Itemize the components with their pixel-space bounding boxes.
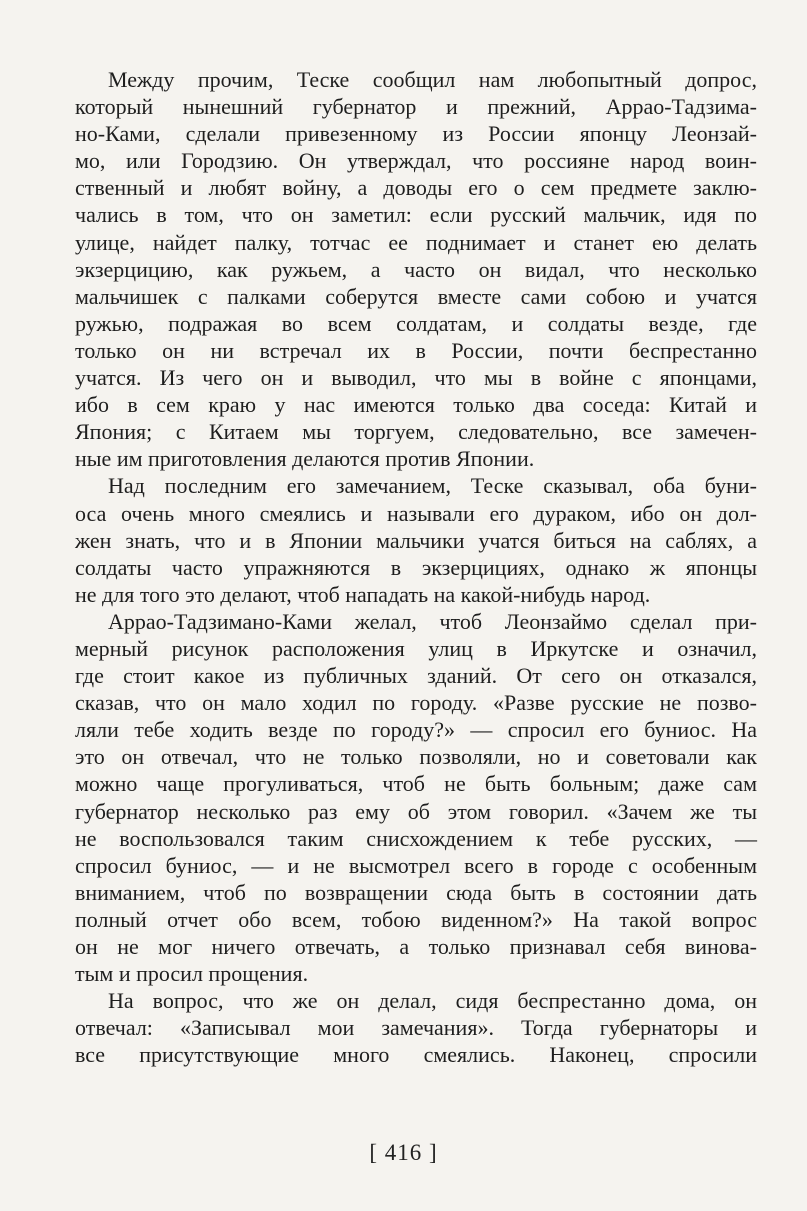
text-line: мерный рисунок расположения улиц в Иркутске и означил, [75, 635, 757, 661]
paragraph [75, 608, 757, 987]
text-line: ляли тебе ходить везде по городу?» — спросил его буниос. На [75, 717, 757, 743]
text-line: сказав, что он мало ходил по городу. «Разве русские не позво- [75, 690, 757, 716]
text-line: тым и просил прощения. [75, 961, 309, 987]
text-line: это он отвечал, что не только позволяли, но и советовали как [75, 744, 757, 770]
text-line: он не мог ничего отвечать, а только признавал себя винова- [75, 934, 757, 959]
text-line: Япония; с Китаем мы торгуем, следовательно, все замечен- [75, 419, 757, 445]
text-line: можно чаще прогуливаться, чтоб не быть больным; даже сам [75, 771, 757, 797]
text-line: Аррао-Тадзимано-Ками желал, чтоб Леонзаймо сделал при- [108, 608, 757, 634]
text-line: экзерцицию, как ружьем, а часто он видал, что несколько [75, 256, 757, 282]
text-line: улице, найдет палку, тотчас ее поднимает и станет ею делать [75, 229, 757, 255]
text-line: оса очень много смеялись и называли его дураком, ибо он дол- [75, 500, 757, 526]
text-line: губернатор несколько раз ему об этом говорил. «Зачем же ты [75, 798, 757, 824]
text-line: ные им приготовления делаются против Японии. [75, 446, 535, 472]
text-line: который нынешний губернатор и прежний, Аррао-Тадзима- [75, 94, 757, 120]
text-line: вниманием, чтоб по возвращении сюда быть в состоянии дать [75, 879, 757, 905]
text-line: На вопрос, что же он делал, сидя беспрестанно дома, он [108, 988, 757, 1014]
text-line: учатся. Из чего он и выводил, что мы в войне с японцами, [75, 365, 757, 391]
text-line: отвечал: «Записывал мои замечания». Тогда губернаторы и [75, 1015, 757, 1041]
paragraph [75, 987, 757, 1068]
text-line: все присутствующие много смеялись. Наконец, спросили [75, 1042, 757, 1068]
paragraph [75, 66, 757, 472]
text-line: но-Ками, сделали привезенному из России японцу Леонзай- [75, 121, 757, 147]
page-number: [ 416 ] [369, 1140, 438, 1165]
text-line: где стоит какое из публичных зданий. От сего он отказался, [75, 663, 757, 689]
text-line: Между прочим, Теске сообщил нам любопытный допрос, [108, 67, 757, 92]
text-line: ружью, подражая во всем солдатам, и солдаты везде, где [75, 310, 757, 336]
text-line: полный отчет обо всем, тобою виденном?» На такой вопрос [75, 906, 757, 932]
text-line: не воспользовался таким снисхождением к тебе русских, — [75, 825, 757, 851]
text-line: ибо в сем краю у нас имеются только два соседа: Китай и [75, 392, 757, 418]
text-line: мо, или Городзию. Он утверждал, что россияне народ воин- [75, 148, 757, 174]
text-line: чались в том, что он заметил: если русский мальчик, идя по [75, 202, 757, 228]
paragraph [75, 472, 757, 607]
text-line: Над последним его замечанием, Теске сказывал, оба буни- [108, 473, 757, 499]
text-line: мальчишек с палками соберутся вместе сами собою и учатся [75, 283, 757, 309]
text-line: только он ни встречал их в России, почти беспрестанно [75, 337, 757, 363]
text-line: ственный и любят войну, а доводы его о сем предмете заклю- [75, 175, 757, 201]
text-line: солдаты часто упражняются в экзерцициях, однако ж японцы [75, 554, 757, 580]
body-text [75, 66, 757, 1068]
text-line: спросил буниос, — и не высмотрел всего в городе с особенным [75, 852, 757, 878]
text-line: жен знать, что и в Японии мальчики учатся биться на саблях, а [75, 527, 757, 553]
text-line: не для того это делают, чтоб нападать на какой-нибудь народ. [75, 581, 651, 607]
